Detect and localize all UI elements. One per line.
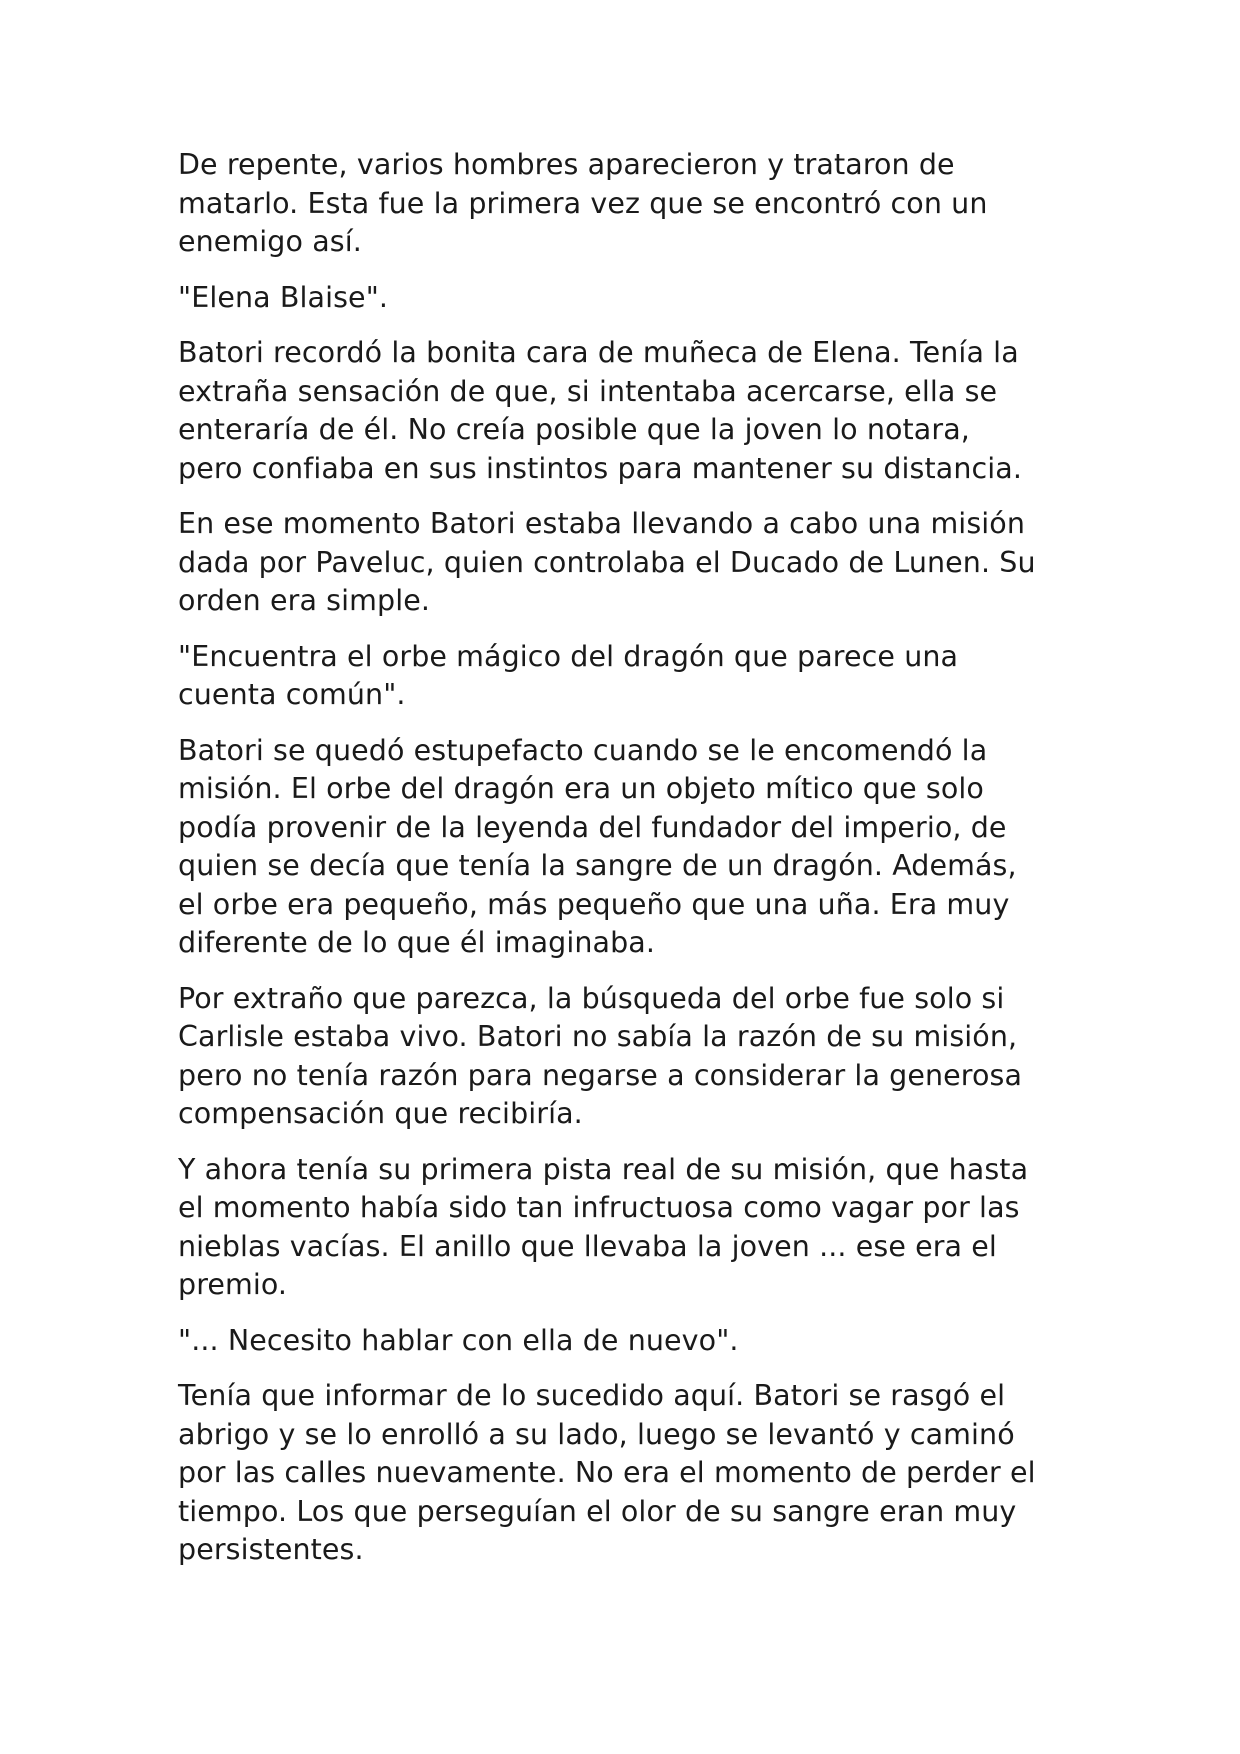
paragraph-1: De repente, varios hombres aparecieron y trataron de matarlo. Esta fue la primera vez que se encontró con un enemigo así.: [178, 148, 988, 258]
paragraph-7: Por extraño que parezca, la búsqueda del orbe fue solo si Carlisle estaba vivo. Batori no sabía la razón de su misión, pero no tenía razón para negarse a considerar la generosa compensación que recibiría.: [178, 981, 1023, 1130]
document-body: [178, 146, 1078, 1587]
paragraph-10: Tenía que informar de lo sucedido aquí. Batori se rasgó el abrigo y se lo enrolló a su lado, luego se levantó y caminó por las calles nuevamente. No era el momento de perder el tiempo. Los que perseguían el olor de su sangre eran muy persistentes.: [178, 1379, 1036, 1566]
paragraph-3: Batori recordó la bonita cara de muñeca de Elena. Tenía la extraña sensación de que, si intentaba acercarse, ella se enteraría de él. No creía posible que la joven lo notara, pero confiaba en sus instintos para mantener su distancia.: [178, 336, 1023, 485]
paragraph-8: Y ahora tenía su primera pista real de su misión, que hasta el momento había sido tan infructuosa como vagar por las nieblas vacías. El anillo que llevaba la joven ... ese era el premio.: [178, 1152, 1029, 1301]
paragraph-9: "... Necesito hablar con ella de nuevo".: [178, 1323, 739, 1357]
paragraph-2: "Elena Blaise".: [178, 280, 389, 314]
paragraph-6: Batori se quedó estupefacto cuando se le encomendó la misión. El orbe del dragón era un objeto mítico que solo podía provenir de la leyenda del fundador del imperio, de quien se decía que tenía la sangre de un dragón. Además, el orbe era pequeño, más pequeño que una uña. Era muy diferente de lo que él imaginaba.: [178, 733, 1017, 959]
paragraph-5: "Encuentra el orbe mágico del dragón que parece una cuenta común".: [178, 639, 959, 711]
paragraph-4: En ese momento Batori estaba llevando a cabo una misión dada por Paveluc, quien controlaba el Ducado de Lunen. Su orden era simple.: [178, 507, 1036, 617]
